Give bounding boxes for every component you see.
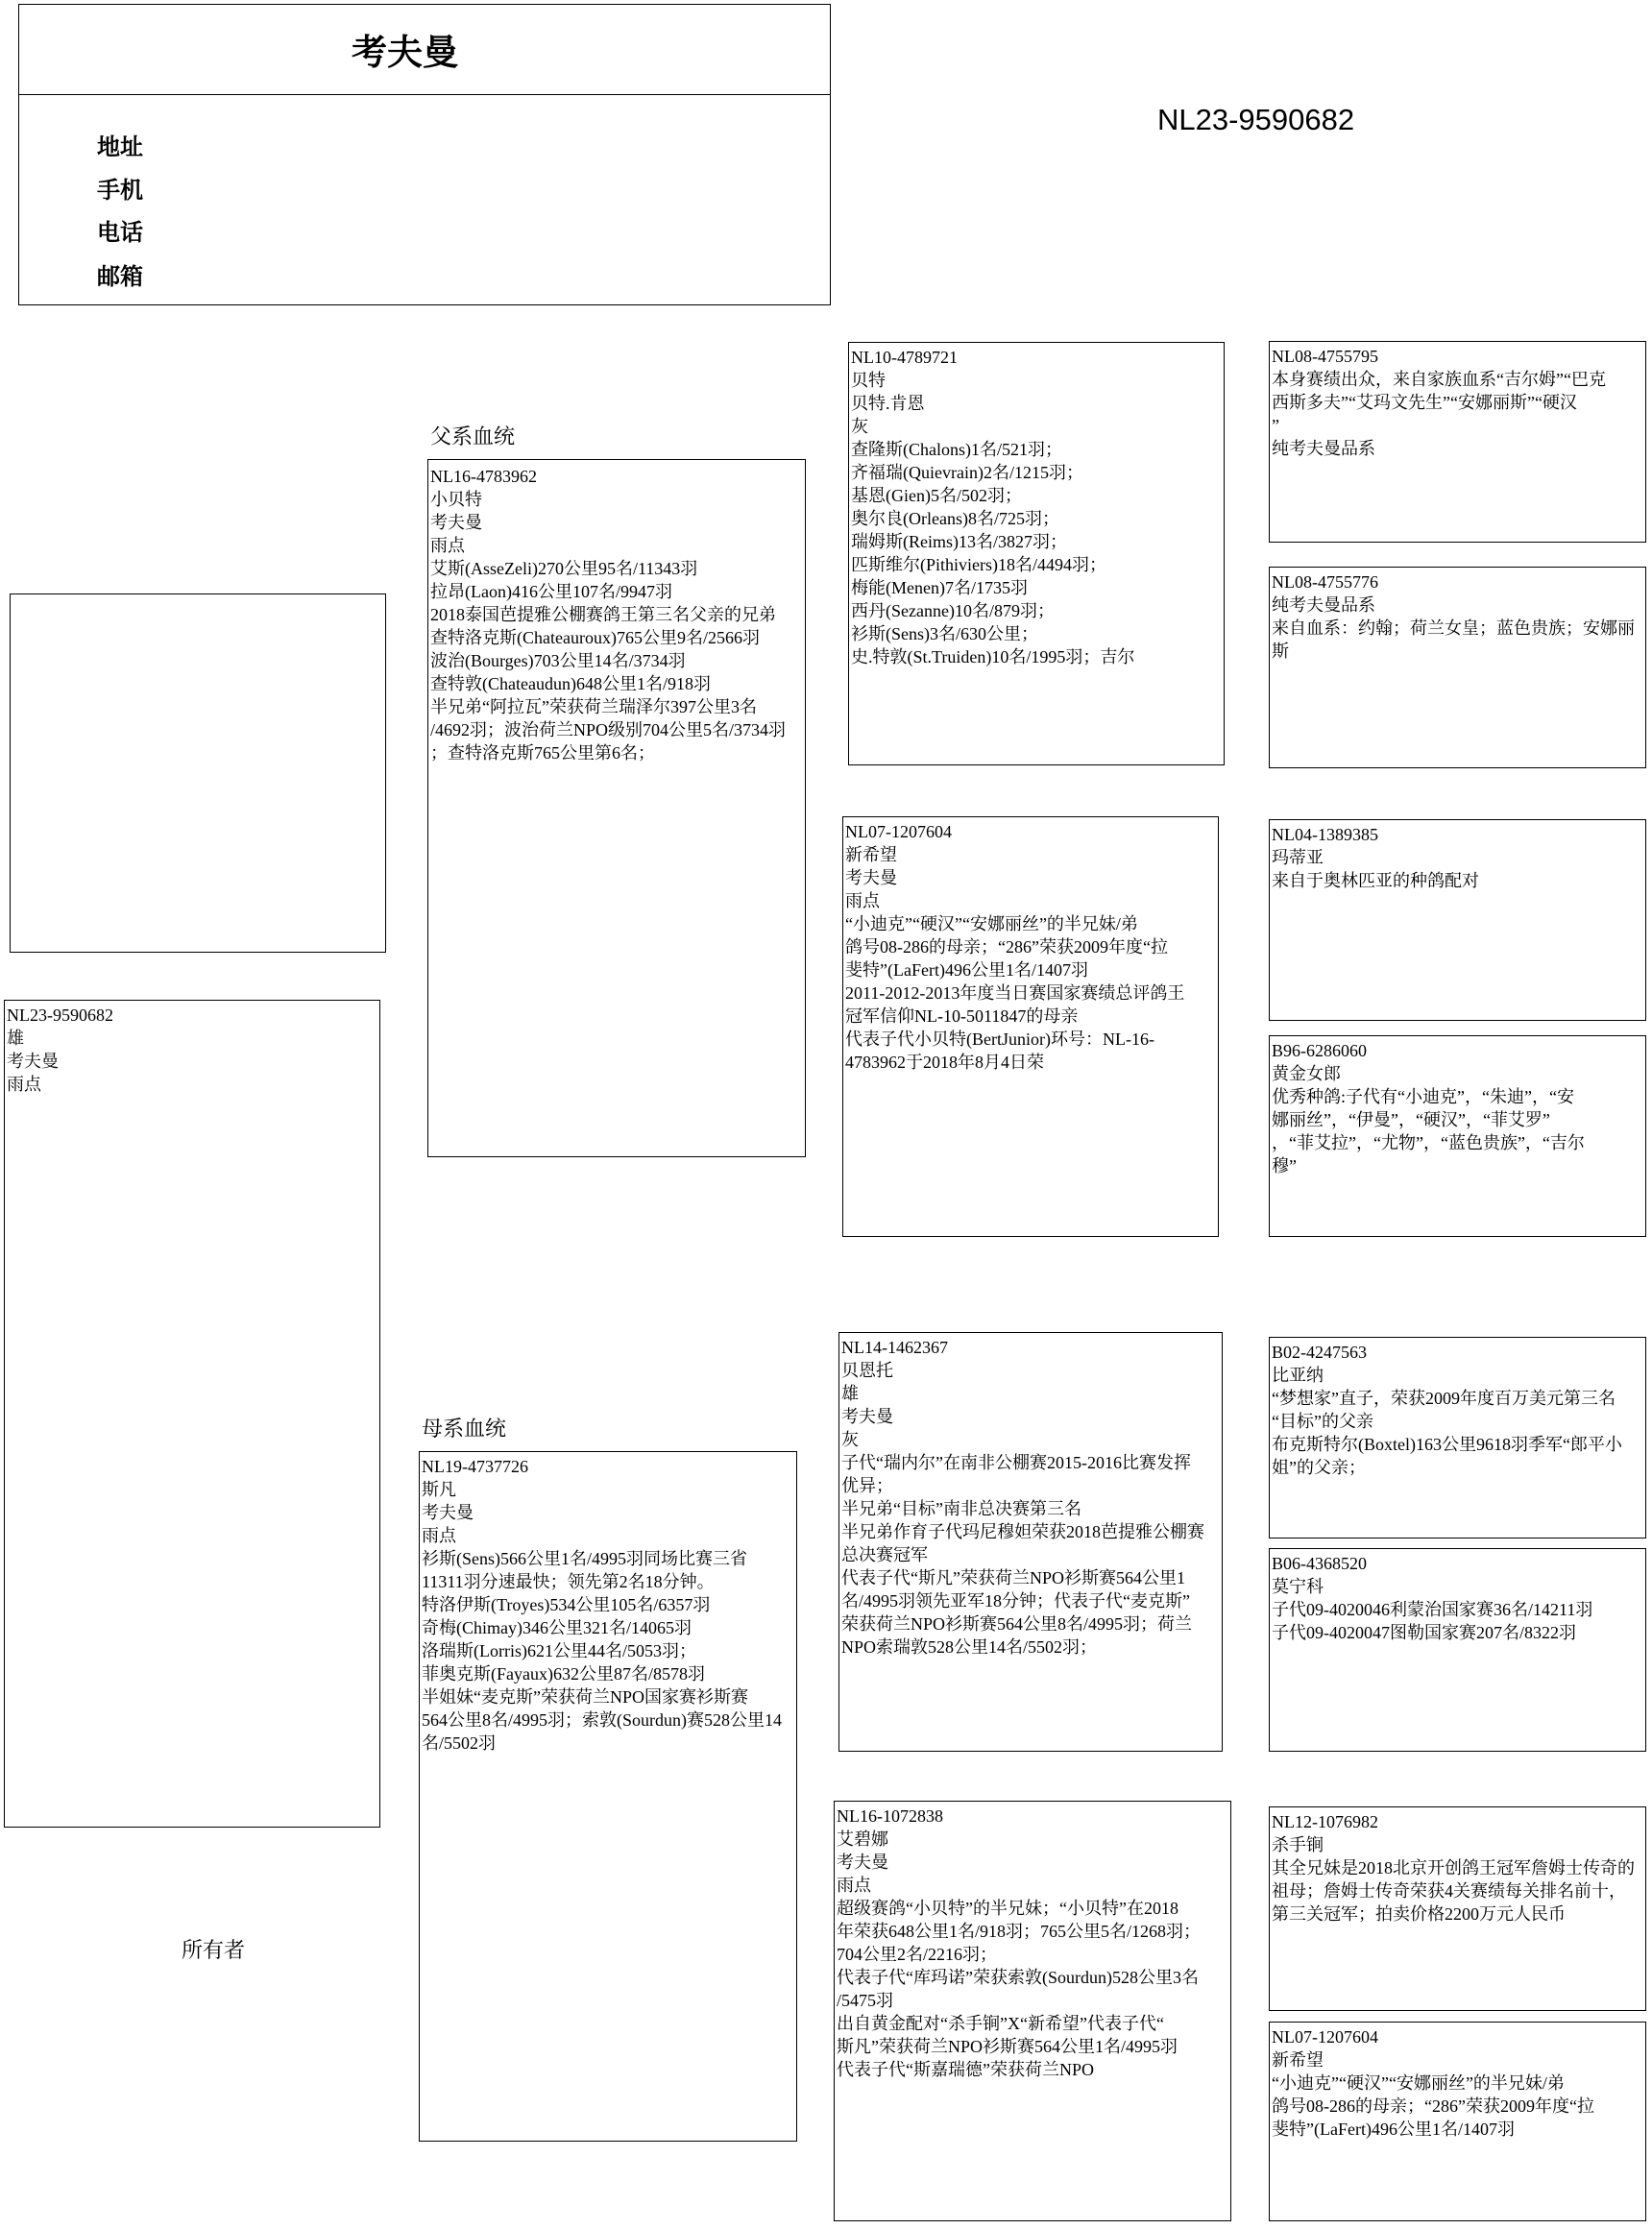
- ring-number: NL16-1072838: [837, 1806, 943, 1826]
- color: 雨点: [7, 1075, 41, 1094]
- pedigree-line: 基恩(Gien)5名/502羽；: [851, 486, 1022, 505]
- ring-number: NL08-4755776: [1272, 572, 1378, 592]
- pedigree-line: ，“菲艾拉”，“尤物”，“蓝色贵族”，“吉尔: [1272, 1133, 1585, 1152]
- pedigree-line: 鸽号08-286的母亲；“286”荣获2009年度“拉: [845, 937, 1168, 957]
- pedigree-line: 史.特敦(St.Truiden)10名/1995羽；吉尔: [851, 647, 1135, 666]
- pedigree-line: 半兄弟“阿拉瓦”荣获荷兰瑞泽尔397公里3名: [430, 697, 757, 716]
- pedigree-line: 出自黄金配对“杀手锏”X“新希望”代表子代“: [837, 2014, 1164, 2033]
- pedigree-line: 优秀种鸽:子代有“小迪克”，“朱迪”，“安: [1272, 1087, 1574, 1106]
- ring-number: B02-4247563: [1272, 1343, 1367, 1362]
- sire-sire-sire-card: [1269, 341, 1646, 543]
- sire-sire-dam-card: [1269, 567, 1646, 768]
- pedigree-line: 4783962于2018年8月4日荣: [845, 1053, 1044, 1072]
- pedigree-line: 奇梅(Chimay)346公里321名/14065羽: [422, 1618, 692, 1637]
- dam-sire-sire-card: [1269, 1337, 1646, 1538]
- ring-number: B06-4368520: [1272, 1554, 1367, 1573]
- pedigree-line: 代表子代“库玛诺”荣获索敦(Sourdun)528公里3名: [837, 1968, 1199, 1987]
- ring-number: NL23-9590682: [7, 1005, 113, 1025]
- pedigree-line: 小贝特: [430, 490, 482, 509]
- pedigree-line: 564公里8名/4995羽；索敦(Sourdun)赛528公里14: [422, 1710, 782, 1730]
- pedigree-line: 洛瑞斯(Lorris)621公里44名/5053羽；: [422, 1641, 696, 1660]
- ring-number: NL19-4737726: [422, 1457, 528, 1476]
- pedigree-line: 年荣获648公里1名/918羽；765公里5名/1268羽；: [837, 1922, 1202, 1941]
- pedigree-line: 冠军信仰NL-10-5011847的母亲: [845, 1006, 1079, 1026]
- pedigree-line: 雨点: [422, 1526, 456, 1545]
- pedigree-line: 704公里2名/2216羽；: [837, 1945, 998, 1964]
- pedigree-line: 优异；: [841, 1476, 893, 1495]
- owner-info-card: [18, 4, 831, 305]
- pedigree-line: 拉昂(Laon)416公里107名/9947羽: [430, 582, 672, 601]
- ring-number: NL12-1076982: [1272, 1812, 1378, 1831]
- pedigree-line: 总决赛冠军: [841, 1545, 928, 1564]
- ring-number-heading: NL23-9590682: [1157, 103, 1355, 136]
- pedigree-line: 其全兄妹是2018北京开创鸽王冠军詹姆士传奇的: [1272, 1858, 1635, 1878]
- pedigree-line: 奥尔良(Orleans)8名/725羽；: [851, 509, 1059, 528]
- pedigree-line: 荣获荷兰NPO衫斯赛564公里8名/4995羽；荷兰: [841, 1614, 1193, 1634]
- pedigree-line: 菲奥克斯(Fayaux)632公里87名/8578羽: [422, 1664, 705, 1684]
- pedigree-line: 查特敦(Chateaudun)648公里1名/918羽: [430, 674, 711, 693]
- pedigree-line: /5475羽: [837, 1991, 894, 2010]
- pedigree-line: 艾斯(AsseZeli)270公里95名/11343羽: [430, 559, 698, 578]
- sire-line-label: 父系血统: [430, 424, 516, 448]
- ring-number: NL16-4783962: [430, 467, 537, 486]
- dam-card: [419, 1451, 797, 2142]
- sire-dam-sire-card: [1269, 819, 1646, 1021]
- pedigree-line: “梦想家”直子，荣获2009年度百万美元第三名: [1272, 1389, 1616, 1408]
- ring-number: NL07-1207604: [1272, 2027, 1378, 2047]
- pedigree-line: 梅能(Menen)7名/1735羽: [851, 578, 1028, 597]
- ring-number: NL07-1207604: [845, 822, 952, 841]
- pedigree-line: 子代09-4020047图勒国家赛207名/8322羽: [1272, 1623, 1576, 1642]
- dam-line-label: 母系血统: [422, 1417, 507, 1441]
- pedigree-line: NPO索瑞敦528公里14名/5502羽；: [841, 1637, 1098, 1657]
- dam-sire-card: [838, 1332, 1223, 1752]
- pedigree-line: 衫斯(Sens)566公里1名/4995羽同场比赛三省: [422, 1549, 747, 1568]
- pedigree-line: 西丹(Sezanne)10名/879羽；: [851, 601, 1055, 620]
- pedigree-line: 考夫曼: [837, 1853, 888, 1872]
- email-label: 邮箱: [97, 264, 143, 290]
- pedigree-line: 衫斯(Sens)3名/630公里；: [851, 624, 1038, 643]
- page-title: 考夫曼: [352, 33, 458, 72]
- pedigree-line: 斯凡”荣获荷兰NPO衫斯赛564公里1名/4995羽: [837, 2037, 1178, 2056]
- pedigree-line: 11311羽分速最快；领先第2名18分钟。: [422, 1572, 715, 1591]
- pedigree-line: 考夫曼: [841, 1407, 893, 1426]
- sire-card: [427, 459, 806, 1157]
- pedigree-line: 贝特: [851, 371, 886, 390]
- pedigree-line: 穆”: [1272, 1156, 1297, 1175]
- pedigree-line: 莫宁科: [1272, 1577, 1324, 1596]
- pedigree-line: 灰: [841, 1430, 859, 1449]
- strain: 考夫曼: [7, 1052, 59, 1071]
- pedigree-line: 鸽号08-286的母亲；“286”荣获2009年度“拉: [1272, 2096, 1594, 2116]
- pedigree-line: ”: [1272, 416, 1279, 435]
- pedigree-line: 比亚纳: [1272, 1366, 1324, 1385]
- pedigree-line: 贝恩托: [841, 1361, 893, 1380]
- pedigree-line: 新希望: [845, 845, 897, 864]
- pedigree-line: 半姐妹“麦克斯”荣获荷兰NPO国家赛衫斯赛: [422, 1687, 748, 1707]
- dam-dam-card: [834, 1801, 1231, 2221]
- pedigree-line: ；查特洛克斯765公里第6名；: [430, 743, 655, 763]
- pedigree-line: 来自于奥林匹亚的种鸽配对: [1272, 871, 1479, 890]
- pedigree-line: 姐”的父亲；: [1272, 1458, 1366, 1477]
- pedigree-line: 斐特”(LaFert)496公里1名/1407羽: [845, 960, 1088, 980]
- pedigree-line: 名/5502羽: [422, 1733, 497, 1753]
- ring-number: NL08-4755795: [1272, 347, 1378, 366]
- photo-placeholder: [10, 594, 386, 953]
- subject-card: [4, 1000, 380, 1828]
- pedigree-line: 特洛伊斯(Troyes)534公里105名/6357羽: [422, 1595, 711, 1614]
- pedigree-line: 子代“瑞内尔”在南非公棚赛2015-2016比赛发挥: [841, 1453, 1191, 1472]
- pedigree-line: 纯考夫曼品系: [1272, 595, 1375, 615]
- pedigree-line: 匹斯维尔(Pithiviers)18名/4494羽；: [851, 555, 1106, 574]
- pedigree-line: 雨点: [845, 891, 880, 910]
- pedigree-line: 半兄弟作育子代玛尼穆妲荣获2018芭提雅公棚赛: [841, 1522, 1204, 1541]
- pedigree-line: /4692羽；波治荷兰NPO级别704公里5名/3734羽: [430, 720, 787, 739]
- mobile-label: 手机: [97, 178, 143, 204]
- pedigree-line: 雄: [841, 1384, 859, 1403]
- pedigree-line: 子代09-4020046利蒙治国家赛36名/14211羽: [1272, 1600, 1593, 1619]
- pedigree-line: 代表子代“斯嘉瑞德”荣获荷兰NPO: [837, 2060, 1094, 2079]
- pedigree-line: 纯考夫曼品系: [1272, 439, 1375, 458]
- pedigree-line: 雨点: [430, 536, 465, 555]
- pedigree-line: 本身赛绩出众，来自家族血系“吉尔姆”“巴克: [1272, 370, 1606, 389]
- pedigree-line: 斯凡: [422, 1480, 456, 1499]
- pedigree-line: 艾碧娜: [837, 1829, 888, 1849]
- pedigree-line: 玛蒂亚: [1272, 848, 1324, 867]
- owner-label: 所有者: [182, 1938, 246, 1962]
- pedigree-line: 考夫曼: [422, 1503, 474, 1522]
- pedigree-line: 新希望: [1272, 2050, 1324, 2070]
- pedigree-line: 考夫曼: [845, 868, 897, 887]
- sex: 雄: [7, 1029, 24, 1048]
- pedigree-line: 来自血系：约翰；荷兰女皇；蓝色贵族；安娜丽: [1272, 618, 1635, 638]
- pedigree-line: 代表子代“斯凡”荣获荷兰NPO衫斯赛564公里1: [841, 1568, 1185, 1587]
- pedigree-line: 布克斯特尔(Boxtel)163公里9618羽季军“郎平小: [1272, 1435, 1622, 1454]
- dam-sire-dam-card: [1269, 1548, 1646, 1752]
- pedigree-line: 第三关冠军；拍卖价格2200万元人民币: [1272, 1904, 1566, 1924]
- dam-dam-dam-card: [1269, 2022, 1646, 2221]
- pedigree-line: 查隆斯(Chalons)1名/521羽；: [851, 440, 1062, 459]
- sire-dam-dam-card: [1269, 1035, 1646, 1237]
- pedigree-line: 灰: [851, 417, 868, 436]
- phone-label: 电话: [97, 220, 143, 246]
- pedigree-line: 2018泰国芭提雅公棚赛鸽王第三名父亲的兄弟: [430, 605, 776, 624]
- address-label: 地址: [97, 134, 143, 160]
- pedigree-line: “目标”的父亲: [1272, 1412, 1373, 1431]
- pedigree-line: 齐福瑞(Quievrain)2名/1215羽；: [851, 463, 1083, 482]
- pedigree-line: “小迪克”“硬汉”“安娜丽丝”的半兄妹/弟: [845, 914, 1138, 933]
- pedigree-line: 波治(Bourges)703公里14名/3734羽: [430, 651, 686, 670]
- pedigree-line: 贝特.肯恩: [851, 394, 925, 413]
- pedigree-line: 斐特”(LaFert)496公里1名/1407羽: [1272, 2120, 1515, 2139]
- ring-number: NL10-4789721: [851, 348, 958, 367]
- pedigree-line: 代表子代小贝特(BertJunior)环号：NL-16-: [845, 1030, 1154, 1049]
- pedigree-line: 半兄弟“目标”南非总决赛第三名: [841, 1499, 1081, 1518]
- pedigree-line: 黄金女郎: [1272, 1064, 1341, 1083]
- pedigree-line: 名/4995羽领先亚军18分钟；代表子代“麦克斯”: [841, 1591, 1190, 1611]
- pedigree-line: 雨点: [837, 1876, 871, 1895]
- ring-number: NL14-1462367: [841, 1338, 948, 1357]
- sire-dam-card: [842, 816, 1219, 1237]
- ring-number: NL04-1389385: [1272, 825, 1378, 844]
- pedigree-line: 祖母；詹姆士传奇荣获4关赛绩每关排名前十，: [1272, 1881, 1626, 1901]
- pedigree-line: “小迪克”“硬汉”“安娜丽丝”的半兄妹/弟: [1272, 2073, 1565, 2093]
- sire-sire-card: [848, 342, 1225, 765]
- pedigree-line: 超级赛鸽“小贝特”的半兄妹；“小贝特”在2018: [837, 1899, 1178, 1918]
- pedigree-line: 2011-2012-2013年度当日赛国家赛绩总评鸽王: [845, 983, 1185, 1003]
- pedigree-line: 斯: [1272, 642, 1289, 661]
- pedigree-line: 瑞姆斯(Reims)13名/3827羽；: [851, 532, 1067, 551]
- pedigree-line: 娜丽丝”，“伊曼”，“硬汉”，“菲艾罗”: [1272, 1110, 1550, 1129]
- header-divider: [19, 94, 830, 95]
- pedigree-line: 杀手锏: [1272, 1835, 1324, 1854]
- pedigree-line: 考夫曼: [430, 513, 482, 532]
- ring-number: B96-6286060: [1272, 1041, 1367, 1060]
- pedigree-line: 西斯多夫”“艾玛文先生”“安娜丽斯”“硬汉: [1272, 393, 1577, 412]
- pedigree-line: 查特洛克斯(Chateauroux)765公里9名/2566羽: [430, 628, 760, 647]
- dam-dam-sire-card: [1269, 1806, 1646, 2011]
